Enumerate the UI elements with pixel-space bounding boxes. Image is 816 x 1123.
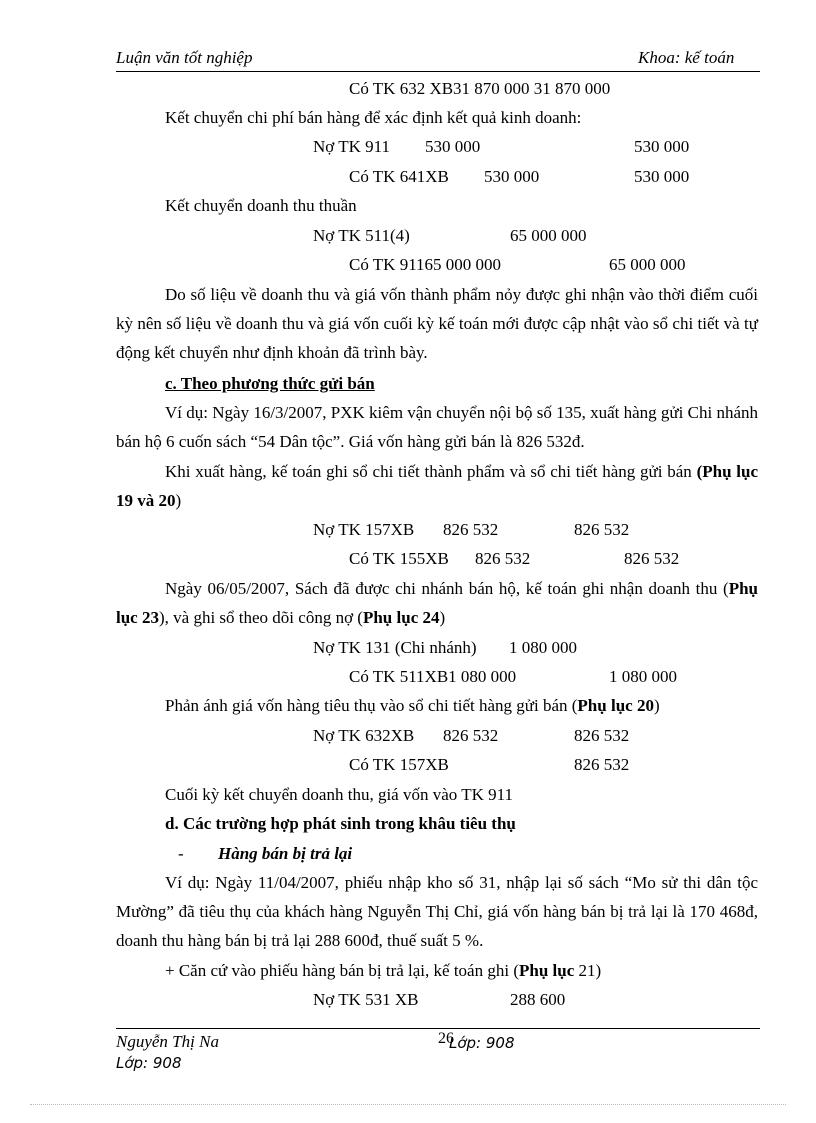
entry-amount: 826 532 [574, 520, 630, 539]
entry-amount: 65 000 000 [609, 255, 686, 274]
paragraph: Do số liệu về doanh thu và giá vốn thành phẩm nỏy được ghi nhận vào thời điểm cuối kỳ nên số liệu về doanh thu và giá vốn cuối kỳ kế toán mới được cập nhật vào sổ chi tiết và tự động kết chuyển như định khoản đã trình bày. [116, 285, 758, 362]
footer-rule [116, 1028, 760, 1029]
entry-debit-label: Nợ TK 632XB [313, 726, 415, 745]
footer-class-center: Lớp: 908 [449, 1034, 515, 1052]
appendix-ref: Phụ lục 24 [362, 608, 440, 627]
entry-credit-label: Có TK 511XB1 080 000 [349, 667, 517, 686]
entry-amount: 826 532 [574, 726, 630, 745]
entry-credit-label: Có TK 641XB [349, 167, 449, 186]
entry-amount: 826 532 [443, 726, 499, 745]
entry-credit-label: Có TK 157XB [349, 755, 449, 774]
entry-amount: 530 000 [634, 137, 690, 156]
line-text: ) [653, 696, 660, 715]
page-edge-divider [30, 1104, 786, 1105]
bullet-dash: - [178, 844, 184, 863]
line-text: Phản ánh giá vốn hàng tiêu thụ vào sổ chi tiết hàng gửi bán ( [165, 696, 578, 715]
paragraph-text: ) [175, 491, 182, 510]
entry-debit-label: Nợ TK 511(4) [313, 226, 410, 245]
entry-credit-632: Có TK 632 XB31 870 000 31 870 000 [349, 79, 611, 98]
subheading: Hàng bán bị trả lại [218, 844, 353, 863]
entry-amount: 1 080 000 [509, 638, 577, 657]
footer-author: Nguyễn Thị Na [116, 1032, 219, 1051]
paragraph-text: + Căn cứ vào phiếu hàng bán bị trả lại, kế toán ghi ( [165, 961, 519, 980]
appendix-ref: (Phụ lục 19 và 20 [116, 462, 758, 510]
entry-amount: 530 000 [425, 137, 481, 156]
entry-amount: 65 000 000 [510, 226, 587, 245]
section-heading-c: c. Theo phương thức gửi bán [165, 374, 375, 393]
paragraph-text: Ngày 06/05/2007, Sách đã được chi nhánh bán hộ, kế toán ghi nhận doanh thu ( [165, 579, 729, 598]
paragraph-text: Khi xuất hàng, kế toán ghi sổ chi tiết thành phẩm và sổ chi tiết hàng gửi bán [165, 462, 692, 481]
appendix-ref: Phụ lục 20 [577, 696, 654, 715]
entry-debit-label: Nợ TK 157XB [313, 520, 415, 539]
paragraph [116, 457, 758, 515]
paragraph [116, 956, 758, 985]
page-number: 26 [438, 1030, 454, 1047]
paragraph-text: ) [439, 608, 446, 627]
entry-amount: 826 532 [475, 549, 531, 568]
section-heading-d: d. Các trường hợp phát sinh trong khâu tiêu thụ [165, 814, 516, 833]
paragraph [116, 574, 758, 632]
header-rule [116, 71, 760, 72]
header-right: Khoa: kế toán [638, 48, 735, 67]
entry-debit-label: Nợ TK 911 [313, 137, 390, 156]
paragraph-text: 21) [574, 961, 602, 980]
paragraph: Ví dụ: Ngày 11/04/2007, phiếu nhập kho số 31, nhập lại số sách “Mo sử thi dân tộc Mường” đã tiêu thụ của khách hàng Nguyễn Thị Chỉ, giá vốn hàng bán bị trả lại là 170 468đ, doanh thu hàng bán bị trả lại 288 600đ, thuế suất 5 %. [116, 873, 758, 950]
header-left: Luận văn tốt nghiệp [116, 48, 253, 67]
entry-credit-label: Có TK 91165 000 000 [349, 255, 502, 274]
paragraph: Ví dụ: Ngày 16/3/2007, PXK kiêm vận chuyển nội bộ số 135, xuất hàng gửi Chi nhánh bán hộ 6 cuốn sách “54 Dân tộc”. Giá vốn hàng gửi bán là 826 532đ. [116, 403, 758, 451]
entry-amount: 1 080 000 [609, 667, 677, 686]
entry-debit-label: Nợ TK 531 XB [313, 990, 419, 1009]
appendix-ref: Phụ lục 23 [116, 579, 758, 627]
text-line: Kết chuyển chi phí bán hàng để xác định kết quả kinh doanh: [165, 108, 582, 127]
appendix-ref: Phụ lục [518, 961, 575, 980]
text-line: Kết chuyển doanh thu thuần [165, 196, 357, 215]
footer-class-left: Lớp: 908 [116, 1054, 182, 1072]
entry-amount: 826 532 [574, 755, 630, 774]
entry-amount: 530 000 [634, 167, 690, 186]
entry-credit-label: Có TK 155XB [349, 549, 449, 568]
entry-amount: 530 000 [484, 167, 540, 186]
text-line [165, 691, 660, 720]
entry-amount: 288 600 [510, 990, 566, 1009]
paragraph-text: ), và ghi sổ theo dõi công nợ ( [158, 608, 363, 627]
entry-amount: 826 532 [624, 549, 680, 568]
entry-debit-label: Nợ TK 131 (Chi nhánh) [313, 638, 477, 657]
entry-amount: 826 532 [443, 520, 499, 539]
text-line: Cuối kỳ kết chuyển doanh thu, giá vốn vào TK 911 [165, 785, 513, 804]
